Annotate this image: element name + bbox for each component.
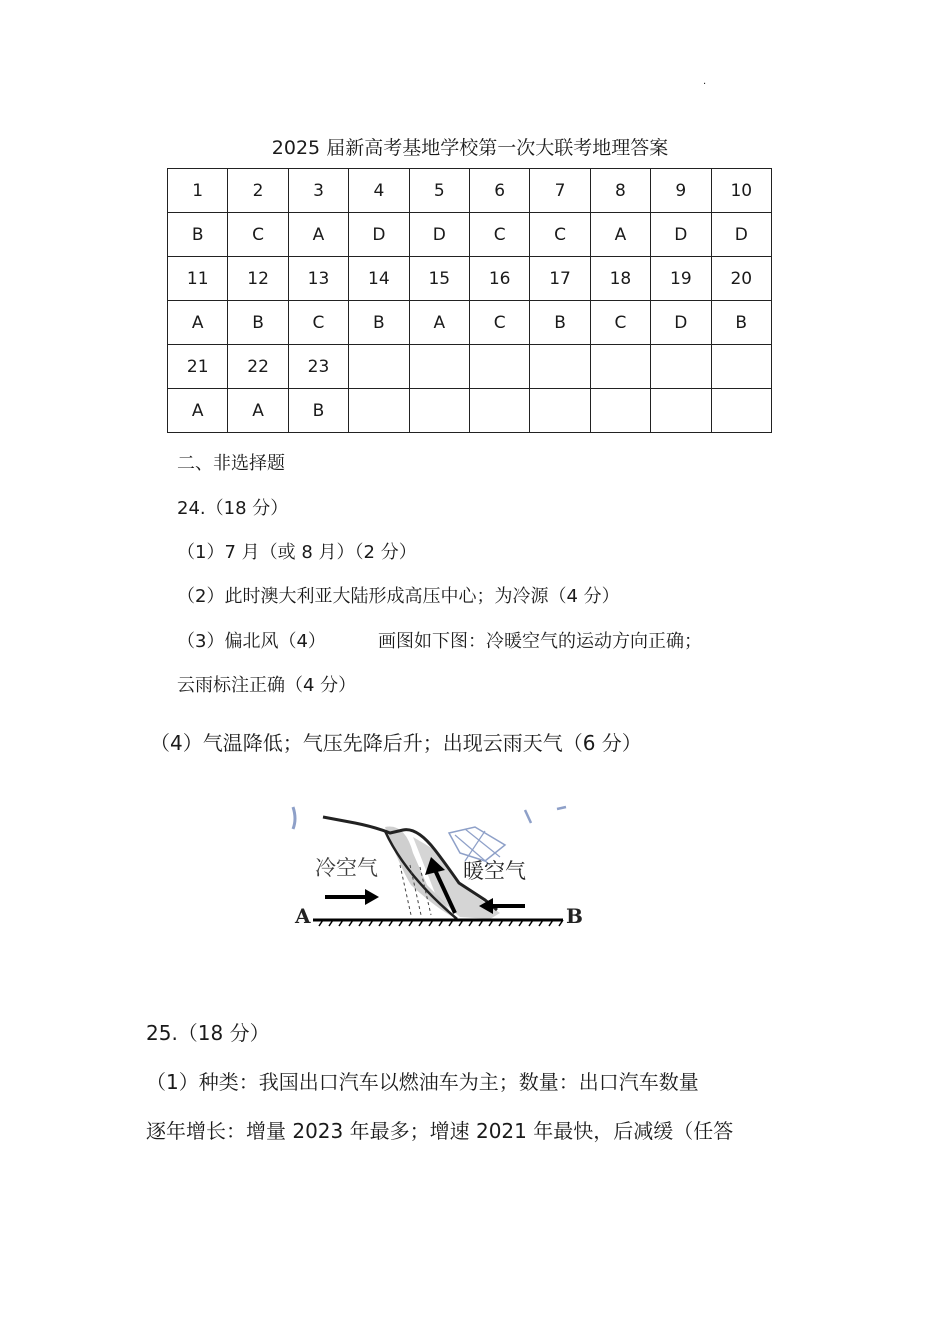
answer-cell: A <box>168 301 228 345</box>
q24-part2: （2）此时澳大利亚大陆形成高压中心；为冷源（4 分） <box>177 586 620 607</box>
question-number-cell: 18 <box>590 257 650 301</box>
q24-part3-drawing-note: 画图如下图：冷暖空气的运动方向正确； <box>378 631 702 652</box>
question-number-cell: 17 <box>530 257 590 301</box>
answer-cell <box>530 389 590 433</box>
question-number-cell: 10 <box>711 169 771 213</box>
question-number-cell: 19 <box>651 257 711 301</box>
question-number-cell: 8 <box>590 169 650 213</box>
question-number-cell <box>409 345 469 389</box>
answer-cell <box>349 389 409 433</box>
answer-table <box>167 168 772 433</box>
question-number-cell <box>590 345 650 389</box>
question-number-cell: 12 <box>228 257 288 301</box>
question-number-cell <box>469 345 529 389</box>
point-b-label: B <box>566 904 583 928</box>
answer-cell: D <box>349 213 409 257</box>
q24-header: 24.（18 分） <box>177 498 289 519</box>
q25-header: 25.（18 分） <box>146 1021 270 1045</box>
question-number-row <box>168 257 772 301</box>
answer-cell: A <box>228 389 288 433</box>
question-number-cell: 5 <box>409 169 469 213</box>
answer-cell: C <box>288 301 348 345</box>
stray-mark <box>293 807 295 829</box>
question-number-cell: 6 <box>469 169 529 213</box>
question-number-cell: 4 <box>349 169 409 213</box>
page-title: 2025 届新高考基地学校第一次大联考地理答案 <box>271 137 669 159</box>
cold-air-label: 冷空气 <box>315 856 378 880</box>
answer-cell: A <box>409 301 469 345</box>
q25-part1-continued: 逐年增长：增量 2023 年最多；增速 2021 年最快，后减缓（任答 <box>146 1119 734 1143</box>
answer-cell: D <box>711 213 771 257</box>
stray-mark <box>525 810 531 823</box>
answer-row <box>168 301 772 345</box>
question-number-cell: 1 <box>168 169 228 213</box>
question-number-cell: 21 <box>168 345 228 389</box>
question-number-cell: 3 <box>288 169 348 213</box>
answer-cell: A <box>288 213 348 257</box>
answer-cell: B <box>228 301 288 345</box>
point-a-label: A <box>295 904 311 928</box>
answer-cell: A <box>590 213 650 257</box>
answer-cell: C <box>469 301 529 345</box>
question-number-row <box>168 345 772 389</box>
answer-cell: C <box>469 213 529 257</box>
answer-cell: D <box>651 213 711 257</box>
answer-cell: B <box>711 301 771 345</box>
answer-cell: B <box>288 389 348 433</box>
question-number-cell <box>711 345 771 389</box>
answer-cell: B <box>349 301 409 345</box>
answer-cell <box>590 389 650 433</box>
cold-air-arrowhead <box>365 889 379 905</box>
question-number-cell: 9 <box>651 169 711 213</box>
question-number-cell <box>349 345 409 389</box>
question-number-cell: 2 <box>228 169 288 213</box>
q24-part1: （1）7 月（或 8 月）（2 分） <box>177 542 417 563</box>
answer-cell: A <box>168 389 228 433</box>
question-number-cell <box>651 345 711 389</box>
answer-cell: B <box>168 213 228 257</box>
answer-cell <box>711 389 771 433</box>
question-number-cell: 7 <box>530 169 590 213</box>
answer-cell: D <box>409 213 469 257</box>
corner-mark: . <box>703 76 707 87</box>
question-number-cell: 11 <box>168 257 228 301</box>
question-number-cell: 23 <box>288 345 348 389</box>
question-number-cell: 15 <box>409 257 469 301</box>
question-number-cell: 13 <box>288 257 348 301</box>
q25-part1: （1）种类：我国出口汽车以燃油车为主；数量：出口汽车数量 <box>146 1070 699 1094</box>
answer-cell: D <box>651 301 711 345</box>
answer-cell: C <box>590 301 650 345</box>
answer-cell <box>409 389 469 433</box>
answer-cell: C <box>228 213 288 257</box>
question-number-cell: 14 <box>349 257 409 301</box>
answer-cell: B <box>530 301 590 345</box>
stray-mark <box>557 807 566 809</box>
question-number-cell: 22 <box>228 345 288 389</box>
cold-front-diagram <box>285 795 595 945</box>
question-number-row <box>168 169 772 213</box>
answer-row <box>168 389 772 433</box>
answer-row <box>168 213 772 257</box>
q24-part4: （4）气温降低；气压先降后升；出现云雨天气（6 分） <box>150 731 642 755</box>
answer-cell <box>651 389 711 433</box>
warm-air-label: 暖空气 <box>463 859 526 883</box>
section-heading: 二、非选择题 <box>177 453 285 474</box>
q24-part3-continued: 云雨标注正确（4 分） <box>177 675 357 696</box>
question-number-cell: 20 <box>711 257 771 301</box>
answer-cell: C <box>530 213 590 257</box>
q24-part3-answer: （3）偏北风（4） <box>177 631 326 652</box>
answer-cell <box>469 389 529 433</box>
question-number-cell <box>530 345 590 389</box>
question-number-cell: 16 <box>469 257 529 301</box>
